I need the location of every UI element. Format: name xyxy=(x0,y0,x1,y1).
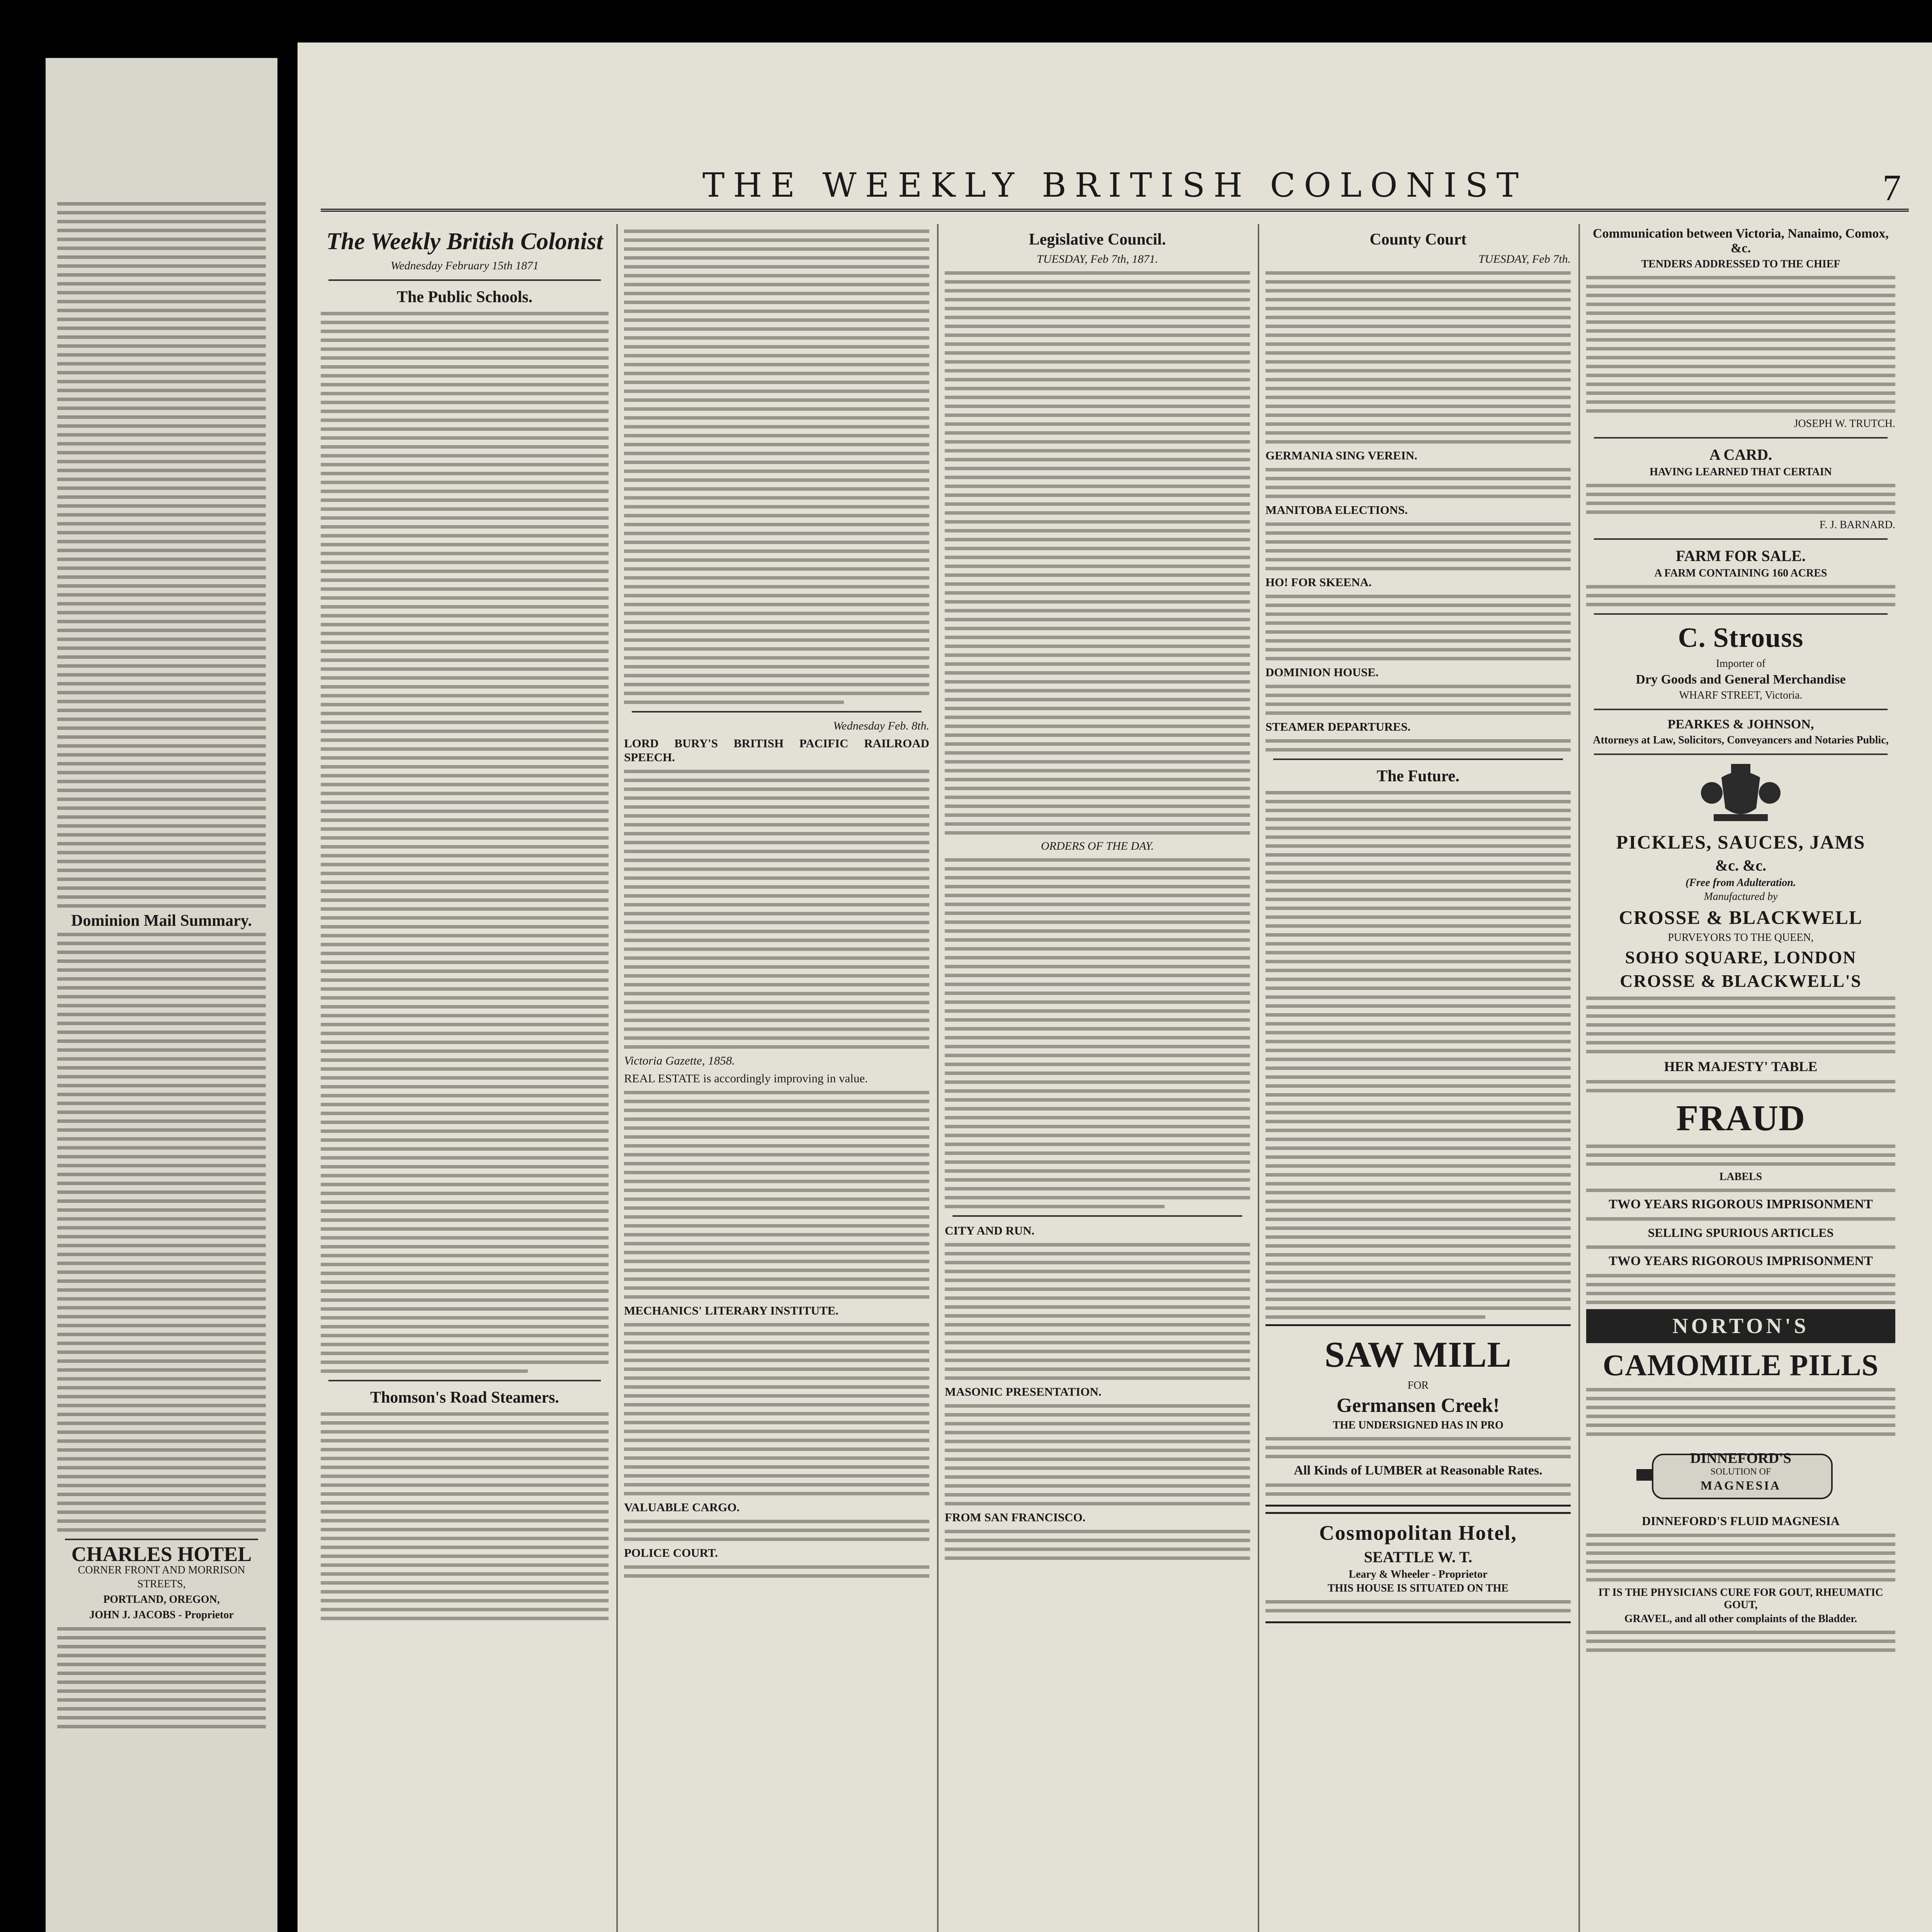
column-2 xyxy=(624,224,929,1932)
soho-square: SOHO SQUARE, LONDON xyxy=(1625,947,1857,967)
sawmill-place: Germansen Creek! xyxy=(1336,1395,1500,1417)
cosmopolitan-hotel-sub: THIS HOUSE IS SITUATED ON THE xyxy=(1327,1582,1509,1594)
page-number: 7 xyxy=(1883,167,1901,208)
valuable-cargo-item: VALUABLE CARGO. xyxy=(624,1500,740,1514)
masthead xyxy=(321,166,1909,212)
sawmill-for: FOR xyxy=(1407,1379,1429,1391)
crosse-blackwell: CROSSE & BLACKWELL xyxy=(1619,906,1863,928)
physicians-cure: IT IS THE PHYSICIANS CURE FOR GOUT, RHEUMATIC GOUT, xyxy=(1598,1587,1883,1611)
city-and-run-item: CITY AND RUN. xyxy=(945,1224,1035,1237)
masthead-title: THE WEEKLY BRITISH COLONIST xyxy=(702,166,1527,205)
tenders-line: TENDERS ADDRESSED TO THE CHIEF xyxy=(1641,258,1840,270)
cosmopolitan-hotel-name: Cosmopolitan Hotel, xyxy=(1319,1521,1517,1544)
cosmopolitan-hotel-city: SEATTLE W. T. xyxy=(1364,1548,1473,1566)
county-court-dateline: TUESDAY, Feb 7th. xyxy=(1478,253,1571,265)
card-signature: F. J. BARNARD. xyxy=(1819,519,1895,531)
headline-legislative-council: Legislative Council. xyxy=(1029,231,1166,248)
communication-notice-heading: Communication between Victoria, Nanaimo, Comox, &c. xyxy=(1593,226,1889,255)
steamer-departures-item: STEAMER DEPARTURES. xyxy=(1265,720,1411,733)
labels-line: LABELS xyxy=(1719,1171,1762,1183)
sawmill-sub: THE UNDERSIGNED HAS IN PRO xyxy=(1333,1419,1503,1431)
cosmopolitan-hotel-ad xyxy=(1265,1512,1571,1623)
magnesia-label: MAGNESIA xyxy=(1700,1478,1781,1492)
paper-name: The Weekly British Colonist xyxy=(326,228,603,255)
dateline: Wednesday February 15th 1871 xyxy=(391,259,539,272)
headline-the-future: The Future. xyxy=(1377,767,1459,785)
two-years-imprisonment-2: TWO YEARS RIGOROUS IMPRISONMENT xyxy=(1609,1254,1873,1268)
police-court-item: POLICE COURT. xyxy=(624,1546,718,1560)
sawmill-ad xyxy=(1265,1324,1571,1507)
pickles-heading: PICKLES, SAUCES, JAMS xyxy=(1616,831,1866,853)
lord-bury-title: LORD BURY'S BRITISH PACIFIC RAILROAD SPEECH. xyxy=(624,736,929,764)
dinneford-bottle-icon xyxy=(1636,1442,1845,1508)
strouss-street: WHARF STREET, Victoria. xyxy=(1679,689,1803,701)
victoria-gazette-source: Victoria Gazette, 1858. xyxy=(624,1054,735,1067)
camomile-pills: CAMOMILE PILLS xyxy=(1603,1348,1879,1382)
skeena-item: HO! FOR SKEENA. xyxy=(1265,575,1372,589)
manufactured-by: Manufactured by xyxy=(1704,891,1778,903)
charles-hotel-address: CORNER FRONT AND MORRISON STREETS, xyxy=(78,1564,245,1590)
dateline-feb-8: Wednesday Feb. 8th. xyxy=(833,719,929,732)
law-firm-sub: Attorneys at Law, Solicitors, Conveyancers and Notaries Public, xyxy=(1593,734,1889,746)
germania-item: GERMANIA SING VEREIN. xyxy=(1265,449,1418,462)
headline-road-steamers: Thomson's Road Steamers. xyxy=(370,1389,559,1406)
headline-public-schools: The Public Schools. xyxy=(396,288,533,306)
law-firm-name: PEARKES & JOHNSON, xyxy=(1667,717,1814,731)
selling-spurious-articles: SELLING SPURIOUS ARTICLES xyxy=(1648,1226,1834,1240)
strouss-name: C. Strouss xyxy=(1678,622,1804,653)
dinneford-label: DINNEFORD'S xyxy=(1690,1450,1791,1466)
masonic-presentation-item: MASONIC PRESENTATION. xyxy=(945,1385,1102,1398)
solution-of-label: SOLUTION OF xyxy=(1710,1467,1771,1477)
from-san-francisco-item: FROM SAN FRANCISCO. xyxy=(945,1510,1086,1524)
card-sub: HAVING LEARNED THAT CERTAIN xyxy=(1650,466,1832,478)
charles-hotel-name: CHARLES HOTEL xyxy=(71,1543,252,1566)
cosmopolitan-hotel-owners: Leary & Wheeler - Proprietor xyxy=(1349,1568,1488,1580)
newspaper-page xyxy=(298,43,1932,1932)
sawmill-lumber: All Kinds of LUMBER at Reasonable Rates. xyxy=(1294,1463,1543,1478)
purveyors-line: PURVEYORS TO THE QUEEN, xyxy=(1668,932,1814,944)
column-3 xyxy=(945,224,1250,1932)
farm-heading: FARM FOR SALE. xyxy=(1676,547,1806,565)
dominion-mail-heading: Dominion Mail Summary. xyxy=(71,912,252,930)
real-estate-item: REAL ESTATE is accordingly improving in value. xyxy=(624,1071,868,1085)
council-dateline: TUESDAY, Feb 7th, 1871. xyxy=(1037,253,1158,265)
fraud-heading: FRAUD xyxy=(1676,1098,1805,1138)
charles-hotel-proprietor: JOHN J. JACOBS - Proprietor xyxy=(89,1609,234,1621)
royal-arms-icon xyxy=(1698,762,1783,824)
pickles-etc: &c. &c. xyxy=(1715,857,1767,874)
column-1 xyxy=(321,224,609,1932)
facing-page-fragment xyxy=(46,58,277,1932)
strouss-sub: Importer of xyxy=(1716,658,1766,670)
headline-county-court: County Court xyxy=(1369,231,1467,248)
sawmill-heading: SAW MILL xyxy=(1324,1335,1512,1375)
column-5-advertisements xyxy=(1586,224,1895,1932)
mechanics-institute-item: MECHANICS' LITERARY INSTITUTE. xyxy=(624,1304,839,1317)
dominion-house-item: DOMINION HOUSE. xyxy=(1265,665,1379,679)
two-years-imprisonment-1: TWO YEARS RIGOROUS IMPRISONMENT xyxy=(1609,1197,1873,1211)
nortons-banner: NORTON'S xyxy=(1586,1309,1895,1343)
free-from-adulteration: (Free from Adulteration. xyxy=(1685,877,1796,889)
strouss-goods: Dry Goods and General Merchandise xyxy=(1636,672,1846,687)
orders-of-the-day: ORDERS OF THE DAY. xyxy=(1041,840,1154,852)
column-4 xyxy=(1265,224,1571,1932)
manitoba-elections-item: MANITOBA ELECTIONS. xyxy=(1265,503,1408,517)
dinneford-fluid-magnesia: DINNEFORD'S FLUID MAGNESIA xyxy=(1641,1514,1840,1528)
gravel-line: GRAVEL, and all other complaints of the Bladder. xyxy=(1624,1613,1857,1625)
trutch-signature: JOSEPH W. TRUTCH. xyxy=(1794,418,1895,430)
charles-hotel-city: PORTLAND, OREGON, xyxy=(103,1594,220,1605)
crosse-blackwells: CROSSE & BLACKWELL'S xyxy=(1620,971,1862,991)
card-heading: A CARD. xyxy=(1709,446,1772,463)
facing-page-column xyxy=(57,197,266,1734)
her-majesty-table: HER MAJESTY' TABLE xyxy=(1664,1059,1818,1074)
farm-sub: A FARM CONTAINING 160 ACRES xyxy=(1654,567,1827,579)
